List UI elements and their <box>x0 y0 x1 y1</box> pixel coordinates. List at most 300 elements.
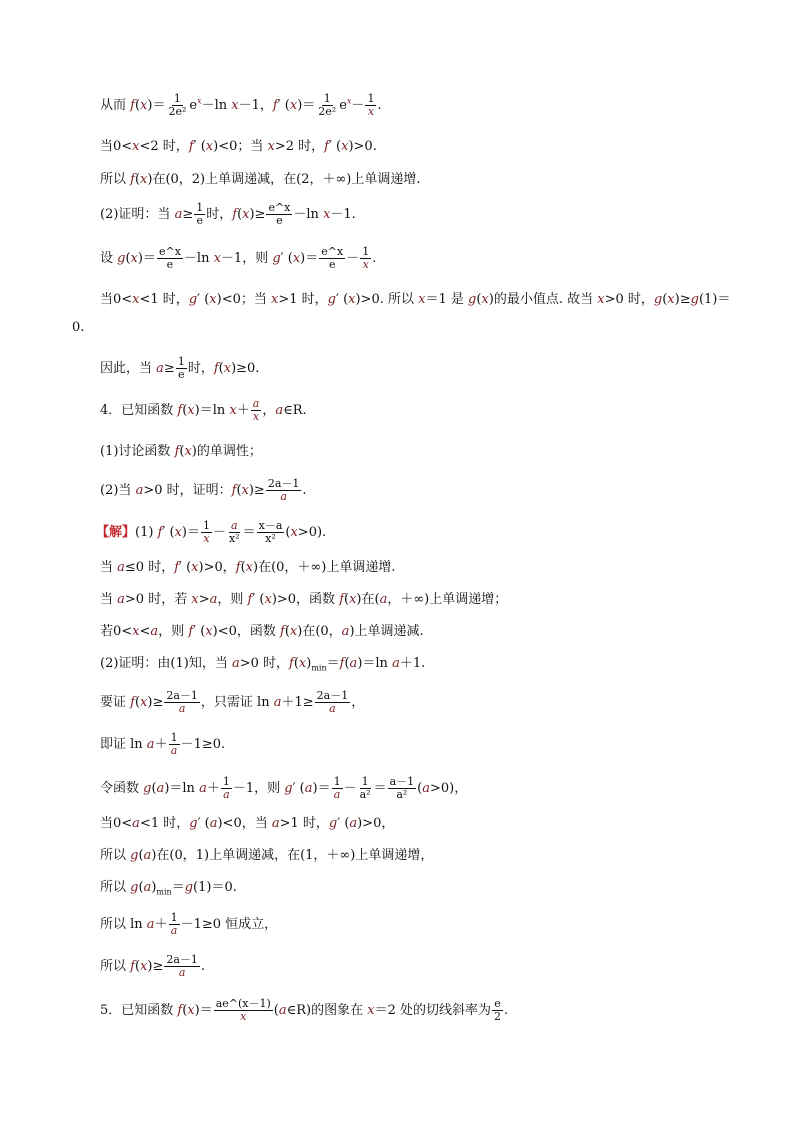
math-variable: x <box>191 592 199 607</box>
math-variable: x <box>132 139 140 154</box>
fraction-denominator <box>194 215 205 227</box>
math-variable: a <box>379 592 388 607</box>
text-run: ( <box>134 695 141 710</box>
fraction <box>358 776 373 801</box>
text-run: )的单调性； <box>191 444 262 459</box>
fraction <box>266 478 302 503</box>
text-run: < <box>139 624 151 639</box>
superscript: x <box>346 96 352 106</box>
text-run: 设 <box>100 251 118 266</box>
math-variable: f <box>235 560 241 575</box>
math-variable: a <box>132 816 140 831</box>
text-run: ＝ <box>242 525 256 540</box>
math-variable: a <box>349 816 358 831</box>
text-line <box>100 168 421 187</box>
math-variable: a <box>117 592 125 607</box>
text-run: )>0，函数 <box>271 592 340 607</box>
text-run: )<0，函数 <box>212 624 281 639</box>
math-variable: a <box>275 403 284 418</box>
text-run: e <box>189 98 198 113</box>
math-variable: g <box>184 880 194 895</box>
text-run: 所以 <box>100 172 131 187</box>
fraction-denominator <box>274 215 285 227</box>
math-variable: a <box>252 397 260 410</box>
text-run: 2 <box>494 1010 502 1023</box>
text-run: －1， <box>238 98 273 113</box>
text-run: － <box>343 781 357 796</box>
text-run: . <box>504 1003 509 1018</box>
text-run: 1 <box>361 775 369 788</box>
text-run: ) <box>306 656 312 671</box>
text-run: )≥ <box>249 207 266 222</box>
text-run: )>0， <box>198 560 236 575</box>
text-run: )在(0，1)上单调递减，在(1，＋∞)上单调递增， <box>151 848 434 863</box>
math-variable: x <box>341 139 349 154</box>
fraction-denominator <box>227 533 242 545</box>
fraction-denominator <box>358 789 373 801</box>
text-line <box>100 690 364 715</box>
fraction-denominator <box>316 106 338 118</box>
text-run: ( <box>662 292 668 307</box>
text-run: 2a－1 <box>267 477 300 490</box>
text-run: ′ ( <box>337 816 350 831</box>
text-line <box>100 954 205 979</box>
text-run: 所以 <box>100 848 131 863</box>
math-variable: a <box>170 924 178 937</box>
math-variable: g <box>189 816 198 831</box>
text-run: )在(0，＋∞)上单调递增. <box>253 560 396 575</box>
solution-label: 【解】 <box>96 525 136 540</box>
text-run: ′ ( <box>328 139 342 154</box>
math-variable: a <box>231 656 240 671</box>
math-variable: a <box>280 490 287 503</box>
text-run: 2a－1 <box>166 689 198 702</box>
fraction <box>492 998 503 1023</box>
math-variable: a <box>333 788 341 801</box>
math-variable: x <box>203 532 210 545</box>
text-run: 1 <box>170 731 178 744</box>
text-run: －ln <box>183 251 214 266</box>
math-variable: a <box>278 1003 287 1018</box>
text-run: 1 <box>170 911 178 924</box>
text-line <box>100 652 425 673</box>
text-run: ∈R. <box>283 403 307 418</box>
text-run: 从而 <box>100 98 131 113</box>
text-run: ′ ( <box>197 292 210 307</box>
text-run: )≥ <box>147 959 164 974</box>
text-run: ≥ <box>163 361 175 376</box>
math-variable: x <box>349 592 357 607</box>
text-line <box>100 620 424 639</box>
math-variable: g <box>653 292 663 307</box>
text-run: )>0. 所以 <box>355 292 419 307</box>
math-variable: f <box>177 403 183 418</box>
math-variable: x <box>290 525 298 540</box>
text-run: 4．已知函数 <box>100 403 178 418</box>
math-variable: f <box>247 592 253 607</box>
math-variable: x <box>132 624 140 639</box>
text-run: ( <box>417 781 423 796</box>
text-run: ＋1≥ <box>281 695 314 710</box>
subscript: min <box>156 887 172 897</box>
math-variable: a <box>156 361 164 376</box>
text-run: ，则 <box>217 592 248 607</box>
subscript: min <box>311 663 327 673</box>
math-variable: x <box>205 624 213 639</box>
text-run: . <box>372 251 377 266</box>
math-variable: x <box>418 292 426 307</box>
text-run: 1 <box>222 775 230 788</box>
text-run: －ln <box>201 98 232 113</box>
text-run: ′ ( <box>277 98 290 113</box>
text-line <box>100 288 730 307</box>
math-variable: x <box>597 292 605 307</box>
math-variable: x <box>245 560 253 575</box>
text-run: ( <box>125 251 131 266</box>
text-run: >1 时， <box>278 292 328 307</box>
math-variable: a <box>273 695 282 710</box>
math-variable: a <box>174 207 183 222</box>
fraction-denominator <box>361 259 371 271</box>
text-run: －1≥0 恒成立， <box>180 917 278 932</box>
text-run: －1，则 <box>220 251 273 266</box>
text-run: )在(0，2)上单调递减，在(2，＋∞)上单调递增. <box>147 172 421 187</box>
text-run: ′ ( <box>335 292 349 307</box>
fraction-denominator <box>201 533 211 545</box>
text-run: ＝ <box>373 781 387 796</box>
math-variable: f <box>272 98 278 113</box>
math-variable: a <box>150 624 159 639</box>
text-line <box>100 732 225 757</box>
text-run: e^x <box>158 245 181 258</box>
math-variable: x <box>289 624 298 639</box>
text-run: )≥0. <box>231 361 260 376</box>
math-variable: x <box>667 292 675 307</box>
math-variable: f <box>232 207 238 222</box>
text-run: 所以 <box>100 880 131 895</box>
text-run: －1≥0. <box>180 737 226 752</box>
text-run: )在(0， <box>297 624 342 639</box>
text-run: )在( <box>356 592 380 607</box>
math-variable: x <box>191 560 199 575</box>
text-run: ( <box>182 403 188 418</box>
text-run: － <box>351 98 365 113</box>
text-run: <1 时， <box>139 816 190 831</box>
fraction <box>194 202 205 227</box>
text-run: >0 时，证明： <box>143 483 232 498</box>
math-variable: x <box>184 444 192 459</box>
math-variable: f <box>213 361 219 376</box>
text-run: >0 时，若 <box>124 592 192 607</box>
text-run: e <box>276 214 283 227</box>
text-run: 0. <box>72 320 85 335</box>
text-run: 1 <box>362 245 370 258</box>
text-run: )≥ <box>674 292 691 307</box>
fraction-denominator <box>251 411 261 423</box>
text-run: )＝ <box>137 251 156 266</box>
text-run: )＝ln <box>164 781 200 796</box>
fraction-denominator <box>176 369 187 381</box>
math-variable: x <box>187 403 195 418</box>
text-run: 1 <box>323 92 331 105</box>
text-run: )＝ <box>181 525 200 540</box>
text-run: a² <box>396 788 408 801</box>
math-variable: f <box>157 525 163 540</box>
math-variable: a <box>209 592 218 607</box>
fraction-denominator <box>394 789 409 801</box>
text-run: ≤0 时， <box>124 560 175 575</box>
fraction-denominator <box>278 491 289 503</box>
math-variable: a <box>146 917 155 932</box>
text-run: ′ ( <box>193 624 206 639</box>
fraction <box>365 93 376 118</box>
text-run: ＋ <box>154 917 168 932</box>
text-run: ( <box>134 98 141 113</box>
text-run: ，则 <box>158 624 189 639</box>
text-run: . <box>200 959 206 974</box>
text-run: ( <box>240 560 246 575</box>
text-run: ，＋∞)上单调递增； <box>387 592 508 607</box>
text-run: ＋1. <box>399 656 426 671</box>
text-run: ， <box>262 403 276 418</box>
math-variable: a <box>329 702 336 715</box>
fraction <box>266 202 292 227</box>
fraction <box>166 93 188 118</box>
text-run: ＝1 是 <box>425 292 469 307</box>
text-run: － <box>346 251 360 266</box>
fraction-denominator <box>177 703 188 715</box>
text-line <box>100 398 307 423</box>
fraction <box>360 246 371 271</box>
fraction-denominator <box>263 533 278 545</box>
math-variable: f <box>231 483 237 498</box>
math-variable: a <box>392 656 400 671</box>
text-run: －1，则 <box>232 781 285 796</box>
text-run: (1)讨论函数 <box>100 444 175 459</box>
math-variable: a <box>156 781 165 796</box>
text-run: e <box>328 258 336 271</box>
text-line <box>100 588 507 607</box>
text-run: 因此，当 <box>100 361 157 376</box>
text-run: a² <box>359 788 371 801</box>
fraction <box>169 912 180 937</box>
text-run: )≥ <box>248 483 265 498</box>
math-variable: x <box>187 1003 195 1018</box>
text-run: )＝ <box>297 98 316 113</box>
text-line <box>100 844 433 863</box>
text-run: )≥ <box>147 695 164 710</box>
text-run: － <box>212 525 226 540</box>
text-run: 若0< <box>100 624 133 639</box>
math-variable: f <box>289 656 294 671</box>
text-run: 2a－1 <box>166 953 198 966</box>
text-run: )<0；当 <box>213 139 268 154</box>
fraction-denominator <box>327 259 338 271</box>
text-run: 要证 <box>100 695 131 710</box>
text-run: (2)证明：由(1)知，当 <box>100 656 232 671</box>
math-variable: x <box>289 98 298 113</box>
math-variable: x <box>130 251 138 266</box>
math-variable: x <box>132 292 140 307</box>
math-variable: x <box>298 656 307 671</box>
text-line <box>100 912 277 937</box>
math-variable: f <box>177 1003 183 1018</box>
math-variable: a <box>422 781 430 796</box>
math-variable: x <box>231 98 239 113</box>
text-run: 时， <box>187 361 214 376</box>
text-run: >1 时， <box>279 816 329 831</box>
text-run: a－1 <box>389 775 415 788</box>
math-variable: f <box>174 444 180 459</box>
math-variable: x <box>209 292 217 307</box>
text-run: ( <box>344 592 350 607</box>
math-variable: a <box>349 656 358 671</box>
fraction <box>315 690 351 715</box>
fraction-denominator <box>177 967 188 979</box>
text-run: 令函数 <box>100 781 144 796</box>
text-run: 1 <box>367 92 375 105</box>
text-run: ＋ <box>236 403 250 418</box>
math-variable: f <box>188 624 194 639</box>
text-run: >0). <box>297 525 327 540</box>
fraction <box>332 776 343 801</box>
math-variable: g <box>284 781 293 796</box>
math-variable: x <box>362 258 369 271</box>
text-line <box>100 776 467 801</box>
text-run: ( <box>138 848 144 863</box>
text-line <box>100 876 237 897</box>
math-variable: g <box>272 251 281 266</box>
text-run: ae^(x－1) <box>215 997 271 1010</box>
text-run: ＝ <box>326 656 340 671</box>
text-run: ′ ( <box>179 560 192 575</box>
text-run: e <box>196 214 203 227</box>
math-variable: f <box>130 695 135 710</box>
math-variable: a <box>223 788 230 801</box>
fraction <box>214 998 273 1023</box>
text-run: . <box>377 98 382 113</box>
text-run: ) <box>151 880 157 895</box>
text-run: > <box>198 592 210 607</box>
text-run: )＝ln <box>357 656 393 671</box>
text-run: )＝ <box>300 251 319 266</box>
text-run: e^x <box>321 245 344 258</box>
fraction-denominator <box>366 106 376 118</box>
math-variable: x <box>252 410 260 423</box>
text-run: 1 <box>196 201 204 214</box>
text-run: 1 <box>177 355 185 368</box>
text-run: )>0， <box>357 816 395 831</box>
fraction-denominator <box>238 1011 248 1023</box>
text-run: 即证 ln <box>100 737 147 752</box>
text-run: )上单调递减. <box>349 624 424 639</box>
fraction <box>176 356 187 381</box>
fraction <box>157 246 183 271</box>
text-run: 1 <box>202 519 210 532</box>
text-run: 所以 <box>100 959 131 974</box>
math-variable: a <box>178 702 186 715</box>
math-variable: x <box>242 207 250 222</box>
text-run: ′ ( <box>292 781 305 796</box>
text-line <box>100 356 259 381</box>
text-run: ( <box>218 361 224 376</box>
text-run: ，只需证 ln <box>200 695 274 710</box>
text-run: x² <box>228 532 240 545</box>
fraction-denominator <box>166 106 188 118</box>
text-run: x－a <box>258 519 283 532</box>
text-run: )＝ <box>312 781 331 796</box>
math-variable: x <box>229 403 237 418</box>
math-variable: g <box>327 292 336 307</box>
text-run: 2e² <box>168 105 187 118</box>
math-variable: x <box>323 207 331 222</box>
text-run: 2e² <box>318 105 337 118</box>
math-variable: a <box>143 880 152 895</box>
text-run: ′ ( <box>162 525 175 540</box>
math-variable: g <box>117 251 126 266</box>
fraction <box>319 246 345 271</box>
text-run: )＝ln <box>194 403 230 418</box>
text-run: )＝ <box>147 98 166 113</box>
text-run: ＋ <box>206 781 220 796</box>
text-run: )>0. <box>348 139 377 154</box>
math-variable: f <box>174 560 180 575</box>
math-variable: x <box>367 1003 375 1018</box>
text-run: ≥ <box>182 207 194 222</box>
math-variable: x <box>213 251 221 266</box>
text-run: ′ ( <box>193 139 206 154</box>
text-line <box>100 202 356 227</box>
text-run: (1) <box>135 525 158 540</box>
math-variable: x <box>481 292 489 307</box>
math-variable: a <box>146 737 155 752</box>
text-run: e <box>178 368 185 381</box>
math-variable: x <box>140 98 148 113</box>
text-run: ∈R)的图象在 <box>286 1003 368 1018</box>
math-variable: a <box>231 519 238 532</box>
text-run: ( <box>138 880 144 895</box>
text-run: 当0< <box>100 816 133 831</box>
text-run: ( <box>179 444 185 459</box>
text-run: ， <box>351 695 365 710</box>
math-variable: x <box>240 1010 247 1023</box>
text-run: ( <box>476 292 482 307</box>
math-variable: x <box>292 251 301 266</box>
text-run: ( <box>273 1003 279 1018</box>
math-variable: x <box>223 361 232 376</box>
math-variable: g <box>130 880 139 895</box>
math-variable: f <box>324 139 329 154</box>
math-variable: x <box>348 292 356 307</box>
text-run: (1)＝ <box>698 292 731 307</box>
math-variable: a <box>209 816 218 831</box>
text-run: >0 时， <box>239 656 290 671</box>
math-variable: x <box>205 139 214 154</box>
math-variable: g <box>328 816 338 831</box>
text-run: >0)， <box>429 781 468 796</box>
text-run: ′ ( <box>252 592 265 607</box>
text-line <box>96 520 326 545</box>
fraction <box>227 520 242 545</box>
text-run: 2a－1 <box>316 689 349 702</box>
text-run: ( <box>285 525 291 540</box>
text-line <box>100 556 395 575</box>
fraction <box>221 776 232 801</box>
math-variable: a <box>199 781 207 796</box>
math-variable: f <box>130 172 135 187</box>
math-variable: g <box>468 292 477 307</box>
text-run: x² <box>265 532 276 545</box>
